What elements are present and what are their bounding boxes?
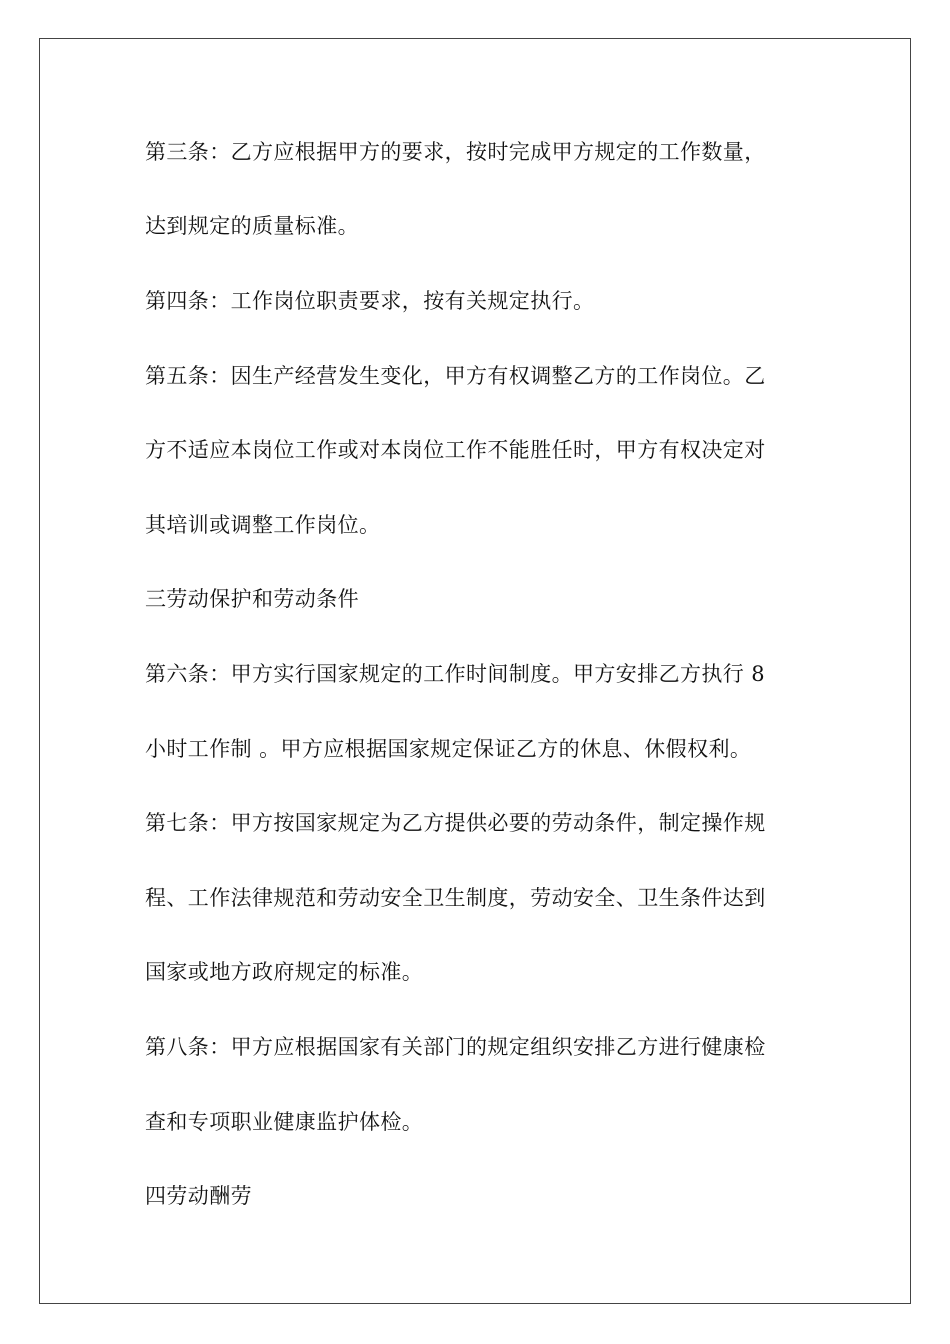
article-7-line-1: 第七条：甲方按国家规定为乙方提供必要的劳动条件，制定操作规 — [145, 811, 766, 835]
article-6-line-1: 第六条：甲方实行国家规定的工作时间制度。甲方安排乙方执行 8 — [145, 662, 766, 686]
section-3-heading: 三劳动保护和劳动条件 — [145, 587, 359, 611]
article-5-line-1: 第五条：因生产经营发生变化，甲方有权调整乙方的工作岗位。乙 — [145, 364, 766, 388]
article-6-line-2: 小时工作制 。甲方应根据国家规定保证乙方的休息、休假权利。 — [145, 737, 752, 761]
article-3-line-2: 达到规定的质量标准。 — [145, 214, 359, 238]
article-5-line-2: 方不适应本岗位工作或对本岗位工作不能胜任时，甲方有权决定对 — [145, 438, 766, 462]
article-7-line-3: 国家或地方政府规定的标准。 — [145, 960, 424, 984]
section-4-heading: 四劳动酬劳 — [145, 1184, 252, 1208]
article-4-line-1: 第四条：工作岗位职责要求，按有关规定执行。 — [145, 289, 595, 313]
article-5-line-3: 其培训或调整工作岗位。 — [145, 513, 381, 537]
article-3-line-1: 第三条：乙方应根据甲方的要求，按时完成甲方规定的工作数量， — [145, 140, 766, 164]
article-7-line-2: 程、工作法律规范和劳动安全卫生制度，劳动安全、卫生条件达到 — [145, 886, 766, 910]
article-8-line-1: 第八条：甲方应根据国家有关部门的规定组织安排乙方进行健康检 — [145, 1035, 766, 1059]
article-8-line-2: 查和专项职业健康监护体检。 — [145, 1110, 424, 1134]
